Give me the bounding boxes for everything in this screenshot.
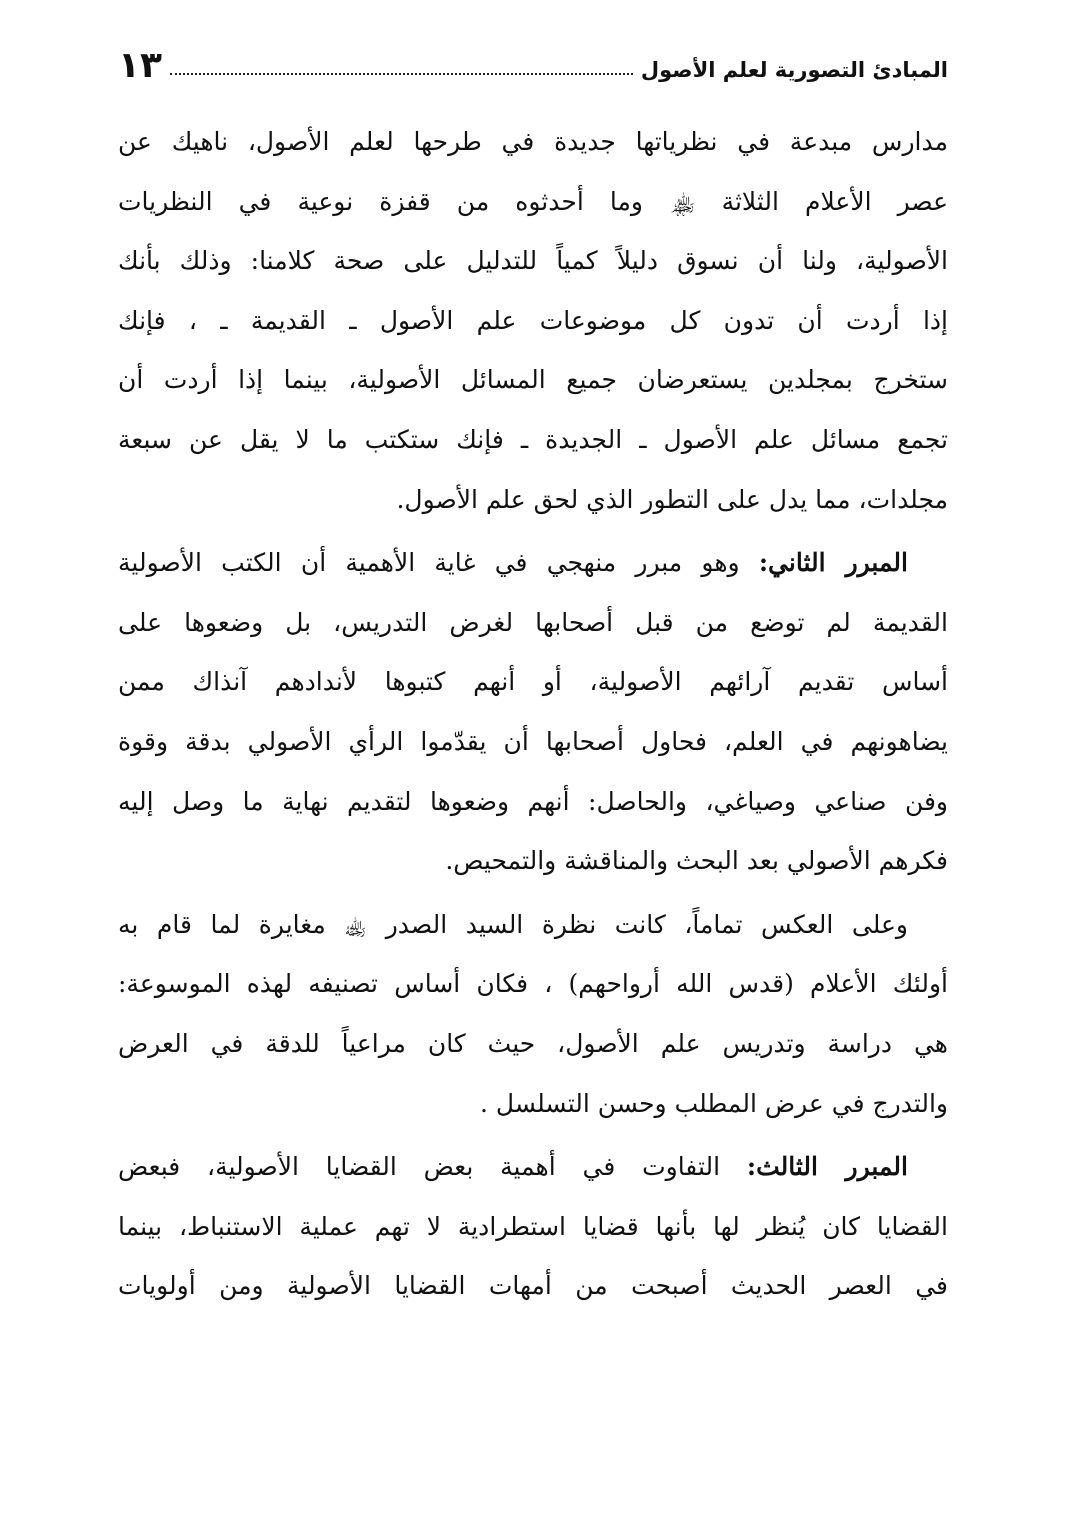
text-line: في العصر الحديث أصبحت من أمهات القضايا الأصولية ومن أولويات xyxy=(118,1271,948,1301)
running-header xyxy=(118,38,948,84)
text-line: القضايا كان يُنظر لها بأنها قضايا استطرادية لا تهم عملية الاستنباط، بينما xyxy=(118,1211,948,1241)
text-line: وعلى العكس تماماً، كانت نظرة السيد الصدر ﵀ مغايرة لما قام به xyxy=(118,909,908,939)
paragraph-1 xyxy=(118,112,948,529)
paragraph-lead: المبرر الثاني: xyxy=(758,548,908,578)
text-line: القديمة لم توضع من قبل أصحابها لغرض التدريس، بل وضعوها على xyxy=(118,607,948,637)
text-line: إذا أردت أن تدون كل موضوعات علم الأصول ـ القديمة ـ ، فإنك xyxy=(118,305,948,335)
text-line: وفن صناعي وصياغي، والحاصل: أنهم وضعوها لتقديم نهاية ما وصل إليه xyxy=(118,786,948,816)
text-line: مدارس مبدعة في نظرياتها جديدة في طرحها لعلم الأصول، ناهيك عن xyxy=(118,127,948,156)
text-run: وهو مبرر منهجي في غاية الأهمية أن الكتب الأصولية xyxy=(118,548,759,578)
header-dot-leader xyxy=(170,73,633,75)
paragraph-4 xyxy=(118,1137,948,1316)
text-line: الأصولية، ولنا أن نسوق دليلاً كمياً للتدليل على صحة كلامنا: وذلك بأنك xyxy=(118,246,948,276)
text-line: فكرهم الأصولي بعد البحث والمناقشة والتمحيص. xyxy=(445,846,948,876)
text-run: التفاوت في أهمية بعض القضايا الأصولية، فبعض xyxy=(118,1152,747,1182)
text-line xyxy=(118,1137,948,1197)
text-line: ستخرج بمجلدين يستعرضان جميع المسائل الأصولية، بينما إذا أردت أن xyxy=(118,365,948,395)
paragraph-3 xyxy=(118,895,948,1133)
paragraph-2 xyxy=(118,533,948,891)
body-text xyxy=(118,112,948,1316)
text-line: عصر الأعلام الثلاثة ﵏ وما أحدثوه من قفزة نوعية في النظريات xyxy=(118,186,948,216)
text-line: مجلدات، مما يدل على التطور الذي لحق علم الأصول. xyxy=(396,484,948,514)
text-line: يضاهونهم في العلم، فحاول أصحابها أن يقدّموا الرأي الأصولي بدقة وقوة xyxy=(118,726,948,756)
text-line: أولئك الأعلام (قدس الله أرواحهم) ، فكان أساس تصنيفه لهذه الموسوعة: xyxy=(118,969,948,999)
text-line: أساس تقديم آرائهم الأصولية، أو أنهم كتبوها لأندادهم آنذاك ممن xyxy=(118,667,948,697)
text-line: هي دراسة وتدريس علم الأصول، حيث كان مراعياً للدقة في العرض xyxy=(118,1028,948,1058)
text-line xyxy=(118,533,948,593)
text-line: تجمع مسائل علم الأصول ـ الجديدة ـ فإنك ستكتب ما لا يقل عن سبعة xyxy=(118,424,948,454)
header-title: المبادئ التصورية لعلم الأصول xyxy=(640,58,948,82)
text-line: والتدرج في عرض المطلب وحسن التسلسل . xyxy=(480,1088,948,1118)
page-number: ١٣ xyxy=(118,45,162,86)
paragraph-lead: المبرر الثالث: xyxy=(746,1152,908,1182)
